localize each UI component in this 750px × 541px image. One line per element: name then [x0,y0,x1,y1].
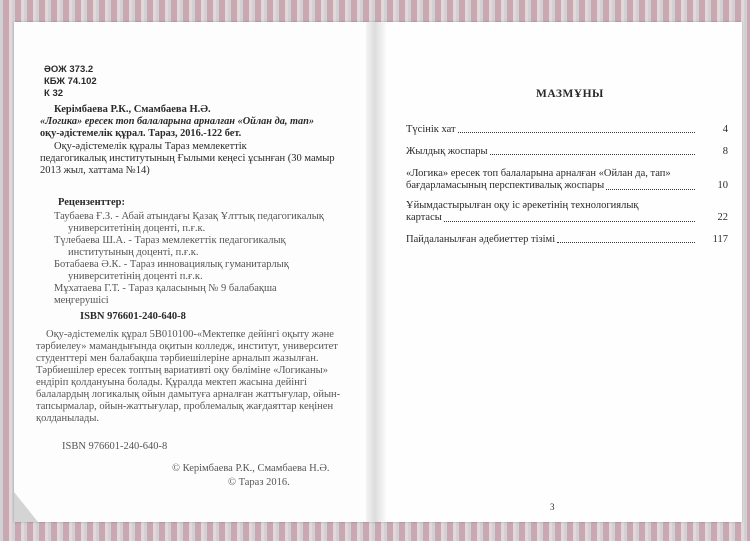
toc-entry-text: Жылдық жоспары [406,146,488,157]
approval-line: Оқу-әдістемелік құралы Тараз мемлекеттік [54,141,247,152]
folded-corner [14,492,38,522]
toc-entry [406,168,728,193]
toc-page-number: 4 [722,124,728,135]
toc-title: МАЗМҰНЫ [536,88,604,100]
toc-leader [557,242,695,243]
reviewer-line: институтының доценті, п.ғ.к. [68,247,199,258]
book-title-line2: оқу-әдістемелік құрал. Тараз, 2016.-122 бет. [40,128,242,139]
authors: Керімбаева Р.К., Смамбаева Н.Ә. [54,104,211,115]
toc-page-number: 117 [712,234,728,245]
left-page [14,22,366,522]
reviewers-heading: Рецензенттер: [58,197,125,208]
book-title-line1: «Логика» ересек топ балаларына арналған «Ойлан да, тап» [40,116,315,127]
description-line: балалардың логикалық ойын дамытуға арналған жаттығулар, ойын- [36,389,341,400]
description-line: студенттері мен балабақша тәрбиешілеріне арналып жазылған. [36,353,319,364]
approval-line: педагогикалық институтының Ғылыми кеңесі ұсынған (30 мамыр [40,153,335,164]
book-spread [14,22,742,522]
toc-page-number: 10 [717,180,728,192]
reviewer-line: Мұхатаева Г.Т. - Тараз қаласының № 9 балабақша [54,283,277,294]
toc-entry [406,200,728,225]
toc-leader [444,221,695,222]
isbn-plain: ISBN 976601-240-640-8 [62,441,168,452]
toc-entry [406,124,728,136]
toc-page-number: 22 [717,212,728,224]
reviewer-line: меңгерушісі [54,295,109,306]
toc-leader [458,132,695,133]
toc-entry-text: картасы [406,212,442,224]
toc-leader [606,189,695,190]
reviewer-line: Ботабаева Ә.К. - Тараз инновациялық гуманитарлық [54,259,289,270]
toc-entry-text: «Логика» ересек топ балаларына арналған «Ойлан да, тап» [406,168,671,179]
toc-page-number: 8 [722,146,728,157]
copyright-authors: © Керімбаева Р.К., Смамбаева Н.Ә. [172,463,330,474]
description-line: Оқу-әдістемелік құрал 5В010100-«Мектепке дейінгі оқыту және [46,329,334,340]
toc-entry-text: бағдарламасының перспективалық жоспары [406,180,605,192]
book-gutter [366,22,386,522]
udc-code: ӘОЖ 373.2 [44,64,94,75]
description-line: тәрбиелеу» мамандығында оқитын колледж, институт, университет [36,341,338,352]
toc-entry-text: Пайдаланылған әдебиеттер тізімі [406,234,556,245]
approval-line: 2013 жыл, хаттама №14) [40,165,150,176]
reviewer-line: университетінің доценті п.ғ.к. [68,271,203,282]
toc-entry [406,234,728,246]
reviewer-line: Түлебаева Ш.А. - Тараз мемлекеттік педагогикалық [54,235,286,246]
description-line: қолданылады. [36,413,100,424]
right-page [386,22,742,522]
isbn-bold: ISBN 976601-240-640-8 [80,311,186,322]
reviewer-line: университетінің доценті, п.ғ.к. [68,223,206,234]
bbk-code: КБЖ 74.102 [44,76,97,87]
description-line: тапсырмалар, ойын-жаттығулар, проблемалық жағдаяттар кеңінен [36,401,334,412]
copyright-city: © Тараз 2016. [228,477,290,488]
toc-entry [406,146,728,158]
reviewer-line: Таубаева Ғ.З. - Абай атындағы Қазақ Ұлттық педагогикалық [54,211,324,222]
author-mark: К 32 [44,88,64,99]
toc-leader [490,154,695,155]
description-line: ендіріп қолдануына болады. Құралда мектеп жасына дейінгі [36,377,308,388]
page-number: 3 [550,502,555,512]
toc-entry-text: Түсінік хат [406,124,456,135]
description-line: Тәрбиешілер ересек топтың вариативті оқу бөліміне «Логиканы» [36,365,328,376]
toc-entry-text: Ұйымдастырылған оқу іс әрекетінің технологиялық [406,200,639,211]
